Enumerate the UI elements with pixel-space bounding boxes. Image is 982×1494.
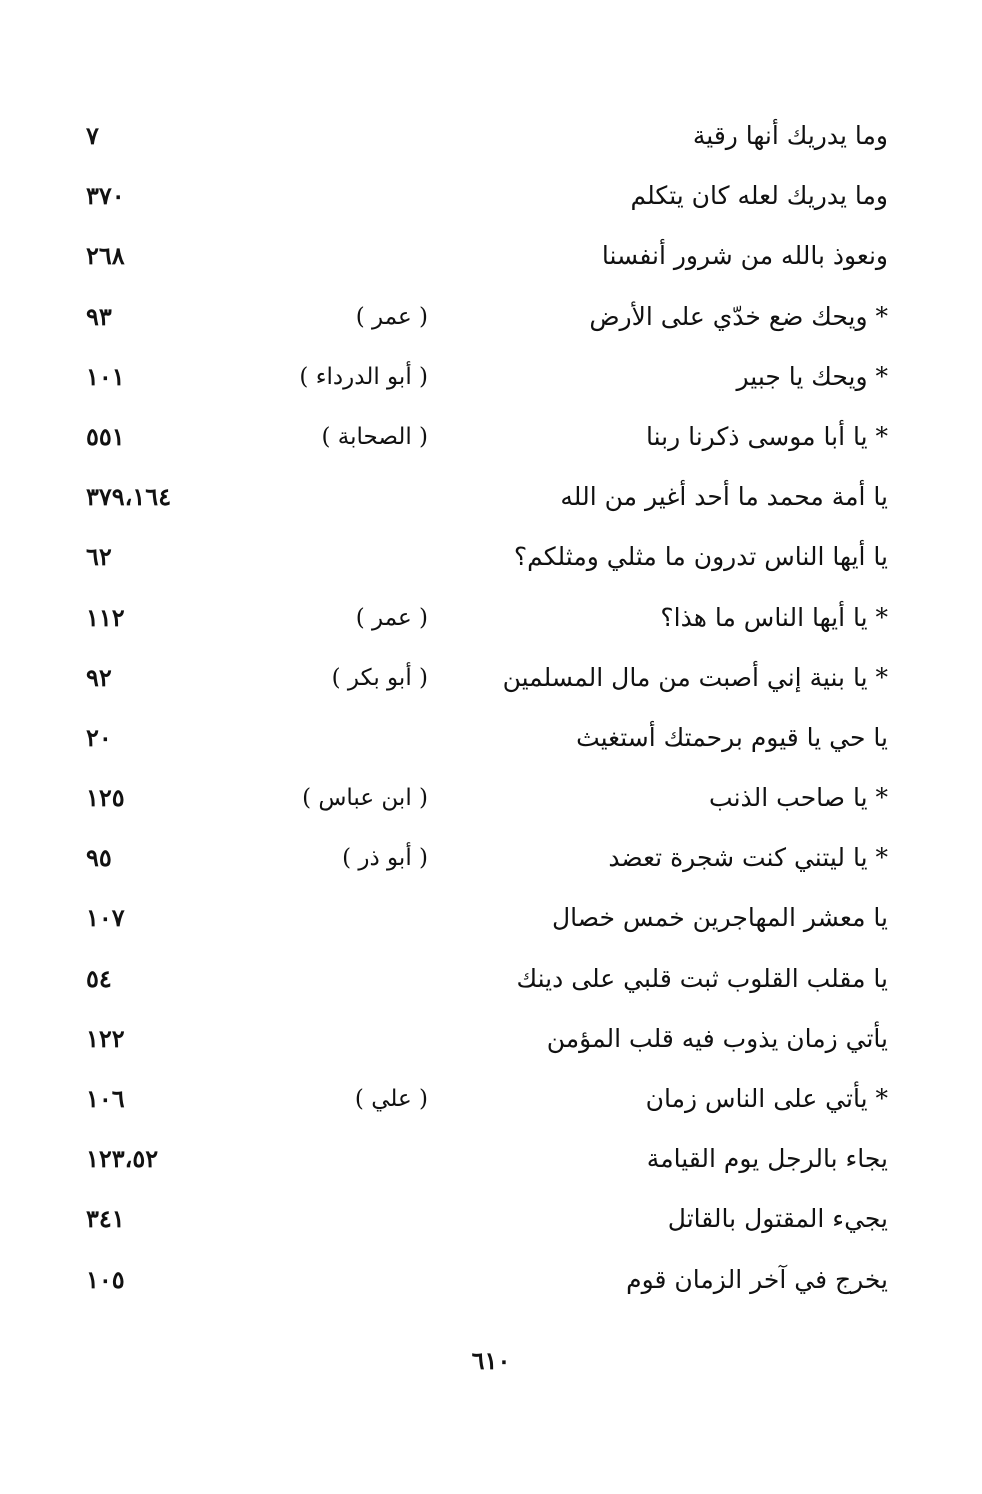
entry-text: * يا بنية إني أصبت من مال المسلمين (502, 662, 888, 692)
entry-page-refs: ٩٢ (86, 662, 112, 692)
entry-text: * يا صاحب الذنب (709, 783, 888, 813)
index-entry (0, 652, 982, 712)
index-entry (0, 1133, 982, 1193)
entry-narrator: ( أبو الدرداء ) (299, 363, 428, 390)
index-entry (0, 712, 982, 772)
entry-page-refs: ١٢٣،٥٢ (86, 1144, 159, 1174)
entry-text: * يأتي على الناس زمان (645, 1084, 888, 1113)
entry-page-refs: ١١٢ (86, 602, 125, 632)
entry-text: يا أمة محمد ما أحد أغير من الله (560, 482, 888, 512)
entry-text: ونعوذ بالله من شرور أنفسنا (601, 241, 888, 271)
entry-page-refs: ١٢٥ (86, 783, 125, 813)
entry-page-refs: ٣٧٠ (86, 181, 125, 211)
index-entry (0, 471, 982, 531)
entry-narrator: ( أبو بكر ) (331, 664, 428, 691)
index-entry (0, 291, 982, 351)
index-entry (0, 1254, 982, 1314)
entry-page-refs: ١٠٥ (86, 1264, 125, 1294)
index-entry (0, 110, 982, 170)
entry-text: * يا ليتني كنت شجرة تعضد (608, 843, 888, 873)
entry-text: يا معشر المهاجرين خمس خصال (552, 903, 888, 933)
hadith-index-list (0, 110, 982, 1314)
index-entry (0, 832, 982, 892)
entry-narrator: ( عمر ) (355, 303, 428, 330)
entry-page-refs: ٥٤ (86, 963, 112, 993)
entry-page-refs: ٢٠ (86, 722, 112, 752)
index-entry (0, 892, 982, 952)
entry-page-refs: ١٢٢ (86, 1023, 125, 1053)
entry-narrator: ( عمر ) (355, 604, 428, 631)
entry-text: يا حي يا قيوم برحمتك أستغيث (576, 722, 888, 752)
index-entry (0, 1073, 982, 1133)
entry-text: يا أيها الناس تدرون ما مثلي ومثلكم؟ (513, 542, 888, 572)
entry-page-refs: ٣٧٩،١٦٤ (86, 482, 172, 512)
entry-text: وما يدريك أنها رقية (692, 121, 888, 150)
entry-narrator: ( أبو ذر ) (342, 845, 428, 872)
index-entry (0, 592, 982, 652)
index-entry (0, 1193, 982, 1253)
entry-page-refs: ١٠١ (86, 361, 125, 391)
entry-page-refs: ١٠٧ (86, 903, 125, 933)
entry-narrator: ( علي ) (354, 1086, 428, 1112)
index-entry (0, 1013, 982, 1073)
entry-text: يأتي زمان يذوب فيه قلب المؤمن (546, 1023, 888, 1053)
index-entry (0, 170, 982, 230)
entry-page-refs: ١٠٦ (86, 1084, 125, 1113)
entry-narrator: ( الصحابة ) (321, 423, 428, 450)
entry-page-refs: ٢٦٨ (86, 241, 125, 271)
entry-page-refs: ٦٢ (86, 542, 112, 572)
entry-page-refs: ٩٥ (86, 843, 112, 873)
index-entry (0, 953, 982, 1013)
entry-text: يخرج في آخر الزمان قوم (626, 1264, 888, 1294)
index-entry (0, 531, 982, 591)
entry-text: يجيء المقتول بالقاتل (667, 1204, 888, 1234)
index-entry (0, 351, 982, 411)
index-entry (0, 230, 982, 290)
entry-text: يا مقلب القلوب ثبت قلبي على دينك (516, 963, 888, 993)
entry-page-refs: ٥٥١ (86, 421, 125, 451)
entry-page-refs: ٧ (86, 121, 99, 150)
entry-text: يجاء بالرجل يوم القيامة (646, 1144, 888, 1174)
entry-text: * يا أيها الناس ما هذا؟ (660, 602, 888, 632)
entry-text: * يا أبا موسى ذكرنا ربنا (645, 421, 888, 451)
entry-text: * ويحك يا جبير (736, 361, 888, 391)
entry-narrator: ( ابن عباس ) (302, 785, 428, 812)
entry-page-refs: ٩٣ (86, 301, 112, 331)
entry-page-refs: ٣٤١ (86, 1204, 125, 1234)
index-entry (0, 411, 982, 471)
index-entry (0, 772, 982, 832)
entry-text: * ويحك ضع خدّي على الأرض (589, 301, 888, 331)
page-number: ٦١٠ (471, 1346, 511, 1375)
entry-text: وما يدريك لعله كان يتكلم (630, 181, 888, 211)
